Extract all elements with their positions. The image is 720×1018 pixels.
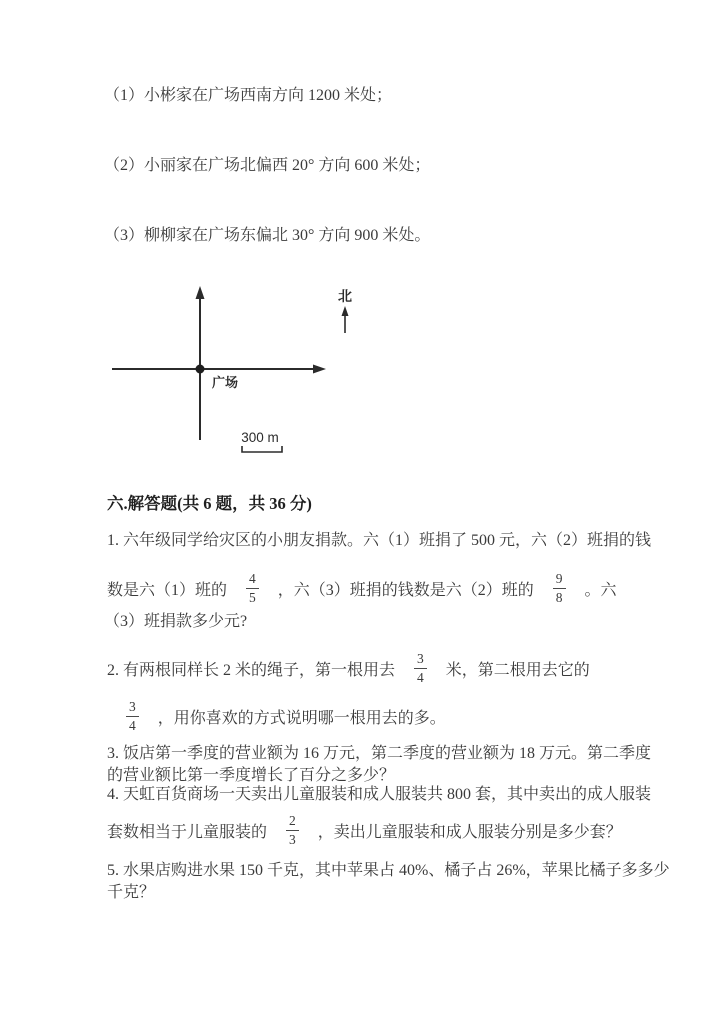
q2-fraction-1-numerator: 3: [414, 651, 427, 669]
q5-line-1: 5. 水果店购进水果 150 千克，其中苹果占 40%、橘子占 26%，苹果比橘子多多少: [107, 862, 670, 879]
q4-line-1: 4. 天虹百货商场一天卖出儿童服装和成人服装共 800 套，其中卖出的成人服装: [107, 786, 652, 803]
q1-line-2: [107, 569, 617, 607]
scale-bracket-icon: [242, 446, 282, 452]
north-arrowhead-icon: [342, 306, 349, 316]
q3-line-2: 的营业额比第一季度增长了百分之多少？: [107, 767, 396, 784]
q4-fraction-1-numerator: 2: [286, 813, 299, 831]
q4-line-2: [107, 811, 622, 849]
q2-line-1: [107, 649, 590, 687]
q1-line-2-text-a: 数是六（1）班的: [107, 581, 228, 599]
vertical-road-arrowhead-icon: [196, 286, 205, 299]
q2-line-1-text-b: 米，第二根用去它的: [445, 661, 590, 679]
q1-fraction-1-numerator: 4: [246, 571, 259, 589]
direction-item-1: （1）小彬家在广场西南方向 1200 米处；: [104, 87, 393, 104]
q4-line-2-text-b: ，卖出儿童服装和成人服装分别是多少套？: [317, 823, 622, 841]
q3-line-1: 3. 饭店第一季度的营业额为 16 万元，第二季度的营业额为 18 万元。第二季度: [107, 745, 652, 762]
scale-label: 300 m: [241, 430, 279, 445]
q4-line-2-text-a: 套数相当于儿童服装的: [107, 823, 268, 841]
plaza-dot-icon: [196, 365, 205, 374]
plaza-label: 广场: [212, 375, 239, 390]
q1-line-1: 1. 六年级同学给灾区的小朋友捐款。六（1）班捐了 500 元，六（2）班捐的钱: [107, 532, 652, 549]
direction-item-3: （3）柳柳家在广场东偏北 30° 方向 900 米处。: [104, 227, 431, 244]
north-label: 北: [338, 290, 352, 305]
q1-line-2-text-b: ，六（3）班捐的钱数是六（2）班的: [277, 581, 534, 599]
q1-fraction-2-numerator: 9: [553, 571, 566, 589]
direction-item-2: （2）小丽家在广场北偏西 20° 方向 600 米处；: [104, 157, 431, 174]
q2-fraction-1-denominator: 4: [417, 669, 424, 685]
q1-fraction-2: [553, 571, 566, 605]
q1-line-3: （3）班捐款多少元?: [104, 613, 248, 630]
q1-fraction-2-denominator: 8: [555, 589, 563, 605]
q1-fraction-1: [246, 571, 259, 605]
q2-fraction-1: [414, 651, 427, 685]
section-heading: 六.解答题(共 6 题，共 36 分): [107, 494, 312, 513]
q2-fraction-2-denominator: 4: [129, 717, 136, 733]
q5-line-2: 千克？: [107, 884, 156, 901]
q1-fraction-1-denominator: 5: [249, 589, 256, 605]
q1-line-2-text-c: 。六: [584, 581, 617, 599]
q4-fraction-1-denominator: 3: [289, 831, 296, 847]
horizontal-road-arrowhead-icon: [313, 365, 326, 374]
q2-line-2-text: ，用你喜欢的方式说明哪一根用去的多。: [157, 709, 446, 727]
q2-fraction-2-numerator: 3: [126, 699, 139, 717]
map-diagram: [90, 283, 370, 463]
q2-line-1-text-a: 2. 有两根同样长 2 米的绳子，第一根用去: [107, 661, 396, 679]
q2-fraction-2: [126, 699, 139, 733]
q4-fraction-1: [286, 813, 299, 847]
q2-line-2: [107, 697, 446, 735]
